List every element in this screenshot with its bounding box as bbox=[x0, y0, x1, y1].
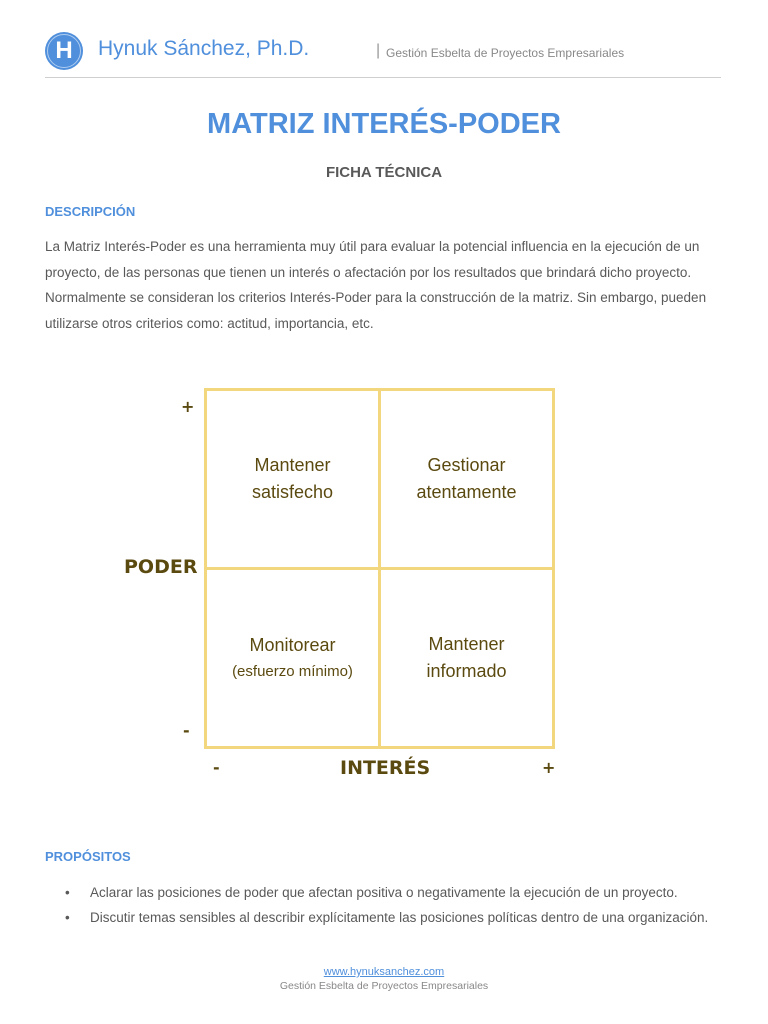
y-axis-label: PODER bbox=[124, 556, 198, 578]
document-subtitle: FICHA TÉCNICA bbox=[325, 164, 443, 181]
document-title: MATRIZ INTERÉS-PODER bbox=[207, 108, 561, 140]
page-header bbox=[45, 32, 721, 78]
cell-line: Gestionar bbox=[427, 455, 506, 475]
matrix-cell-keep-informed bbox=[378, 567, 555, 749]
logo-h-icon bbox=[45, 32, 83, 70]
purposes-list bbox=[45, 880, 745, 930]
matrix-cell-monitor bbox=[204, 567, 381, 749]
x-axis-label: INTERÉS bbox=[340, 757, 431, 779]
cell-line: satisfecho bbox=[251, 482, 334, 502]
header-divider bbox=[45, 77, 721, 78]
y-axis-plus: + bbox=[181, 397, 195, 416]
footer-text: Gestión Esbelta de Proyectos Empresariales bbox=[279, 980, 489, 992]
cell-line: Mantener bbox=[254, 455, 331, 475]
header-separator: | bbox=[376, 42, 381, 59]
cell-line: informado bbox=[426, 661, 507, 681]
cell-note: (esfuerzo mínimo) bbox=[232, 662, 353, 680]
list-item: • Discutir temas sensibles al describir explícitamente las posiciones políticas dentro de una organización. bbox=[45, 905, 745, 930]
description-text: La Matriz Interés-Poder es una herramienta muy útil para evaluar la potencial influencia en la ejecución de un proyecto, de las personas que tienen un interés o afectación por los resultados que brindará dicho proyecto. Normalmente se consideran los criterios Interés-Poder para la construcción de la matriz. Sin embargo, pueden utilizarse otros criterios como: actitud, importancia, etc. bbox=[45, 239, 707, 331]
x-axis-plus: + bbox=[542, 758, 556, 777]
matrix-cell-keep-satisfied bbox=[204, 388, 381, 570]
website-link[interactable]: www.hynuksanchez.com bbox=[323, 966, 445, 978]
list-item: • Aclarar las posiciones de poder que afectan positiva o negativamente la ejecución de un proyecto. bbox=[45, 880, 745, 905]
description-heading: DESCRIPCIÓN bbox=[45, 204, 136, 219]
purposes-heading: PROPÓSITOS bbox=[45, 849, 131, 864]
logo-letter: H bbox=[55, 37, 73, 64]
page-footer bbox=[0, 966, 768, 992]
cell-line: Mantener bbox=[428, 634, 505, 654]
y-axis-minus: - bbox=[183, 721, 190, 740]
header-tagline: Gestión Esbelta de Proyectos Empresariales bbox=[386, 46, 625, 60]
matrix-cell-manage-closely bbox=[378, 388, 555, 570]
cell-line: atentamente bbox=[416, 482, 517, 502]
author-name: Hynuk Sánchez, Ph.D. bbox=[98, 37, 310, 60]
x-axis-minus: - bbox=[213, 758, 220, 777]
cell-line: Monitorear bbox=[249, 634, 336, 655]
